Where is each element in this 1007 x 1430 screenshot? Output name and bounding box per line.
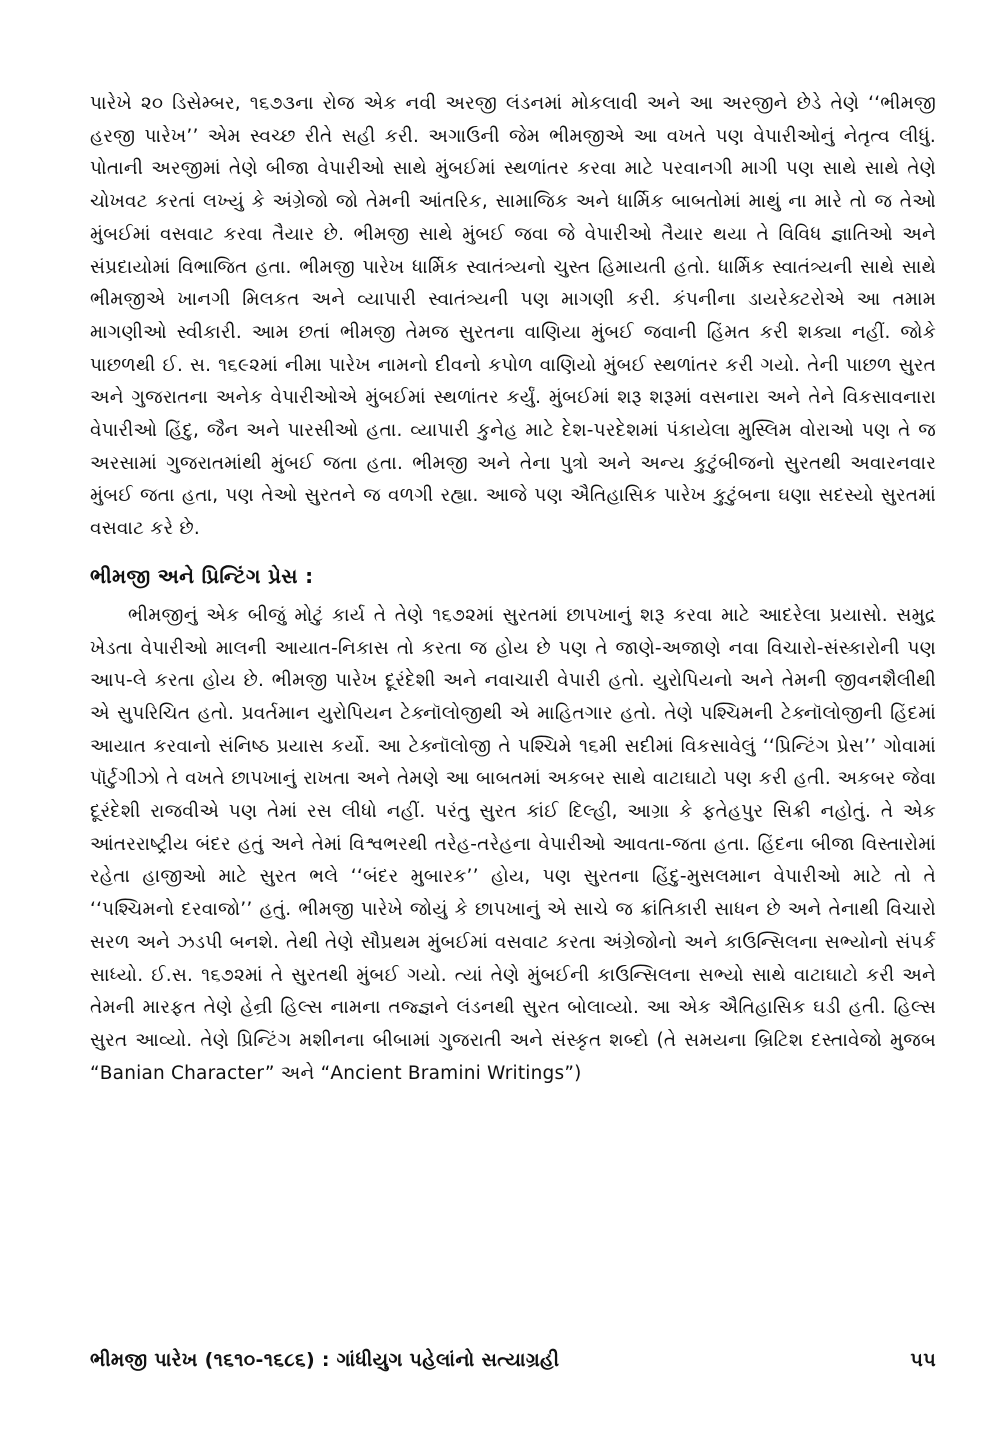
paragraph-1: પારેખે ૨૦ ડિસેમ્બર, ૧૬૭૩ના રોજ એક નવી અરજી લંડનમાં મોકલાવી અને આ અરજીને છેડે તેણે ‘‘ભીમજી હરજી પારેખ’’ એમ સ્વચ્છ રીતે સહી કરી. અગાઉની જેમ ભીમજીએ આ વખતે પણ વેપારીઓનું નેતૃત્વ લીધું. પોતાની અરજીમાં તેણે બીજા વેપારીઓ સાથે મુંબઈમાં સ્થળાંતર કરવા માટે પરવાનગી માગી પણ સાથે સાથે તેણે ચોખવટ કરતાં લખ્યું કે અંગ્રેજો જો તેમની આંતરિક, સામાજિક અને ધાર્મિક બાબતોમાં માથું ના મારે તો જ તેઓ મુંબઈમાં વસવાટ કરવા તૈયાર છે. ભીમજી સાથે મુંબઈ જવા જે વેપારીઓ તૈયાર થયા તે વિવિધ જ્ઞાતિઓ અને સંપ્રદાયોમાં વિભાજિત હતા. ભીમજી પારેખ ધાર્મિક સ્વાતંત્ર્યનો ચુસ્ત હિમાયતી હતો. ધાર્મિક સ્વાતંત્ર્યની સાથે સાથે ભીમજીએ ખાનગી મિલકત અને વ્યાપારી સ્વાતંત્ર્યની પણ માગણી કરી. કંપનીના ડાયરેક્ટરોએ આ તમામ માગણીઓ સ્વીકારી. આમ છતાં ભીમજી તેમજ સુરતના વાણિયા મુંબઈ જવાની હિંમત કરી શક્યા નહીં. જોકે પાછળથી ઈ. સ. ૧૬૯૨માં નીમા પારેખ નામનો દીવનો કપોળ વાણિયો મુંબઈ સ્થળાંતર કરી ગયો. તેની પાછળ સુરત અને ગુજરાતના અનેક વેપારીઓએ મુંબઈમાં સ્થળાંતર કર્યું. મુંબઈમાં શરૂ શરૂમાં વસનારા અને તેને વિકસાવનારા વેપારીઓ હિંદુ, જૈન અને પારસીઓ હતા. વ્યાપારી કુનેહ માટે દેશ-પરદેશમાં પંકાયેલા મુસ્લિમ વોરાઓ પણ તે જ અરસામાં ગુજરાતમાંથી મુંબઈ જતા હતા. ભીમજી અને તેના પુત્રો અને અન્ય કુટુંબીજનો સુરતથી અવારનવાર મુંબઈ જતા હતા, પણ તેઓ સુરતને જ વળગી રહ્યા. આજે પણ ઐતિહાસિક પારેખ કુટુંબના ઘણા સદસ્યો સુરતમાં વસવાટ કરે છે. [90,93,936,540]
footer-title: ભીમજી પારેખ (૧૬૧૦-૧૬૮૬) : ગાંધીયુગ પહેલાંનો સત્યાગ્રહી [90,1349,560,1371]
page-number: ૫૫ [910,1349,936,1371]
section-heading: ભીમજી અને પ્રિન્ટિંગ પ્રેસ : [90,563,314,588]
page-body [90,88,936,1378]
paragraph-2: ભીમજીનું એક બીજું મોટું કાર્ય તે તેણે ૧૬૭૨માં સુરતમાં છાપખાનું શરૂ કરવા માટે આદરેલા પ્રયાસો. સમુદ્ર ખેડતા વેપારીઓ માલની આયાત-નિકાસ તો કરતા જ હોય છે પણ તે જાણે-અજાણે નવા વિચારો-સંસ્કારોની પણ આપ-લે કરતા હોય છે. ભીમજી પારેખ દૂરંદેશી અને નવાચારી વેપારી હતો. યુરોપિયનો અને તેમની જીવનશૈલીથી એ સુપરિચિત હતો. પ્રવર્તમાન યુરોપિયન ટેક્નૉલોજીથી એ માહિતગાર હતો. તેણે પશ્ચિમની ટેક્નૉલોજીની હિંદમાં આયાત કરવાનો સંનિષ્ઠ પ્રયાસ કર્યો. આ ટેક્નૉલોજી તે પશ્ચિમે ૧૬મી સદીમાં વિકસાવેલું ‘‘પ્રિન્ટિંગ પ્રેસ’’ ગોવામાં પૉર્ટુગીઝો તે વખતે છાપખાનું રાખતા અને તેમણે આ બાબતમાં અકબર સાથે વાટાઘાટો પણ કરી હતી. અકબર જેવા દૂરંદેશી રાજવીએ પણ તેમાં રસ લીધો નહીં. પરંતુ સુરત કાંઈ દિલ્હી, આગ્રા કે ફતેહપુર સિક્રી નહોતું. તે એક આંતરરાષ્ટ્રીય બંદર હતું અને તેમાં વિશ્વભરથી તરેહ-તરેહના વેપારીઓ આવતા-જતા હતા. હિંદના બીજા વિસ્તારોમાં રહેતા હાજીઓ માટે સુરત ભલે ‘‘બંદર મુબારક’’ હોય, પણ સુરતના હિંદુ-મુસલમાન વેપારીઓ માટે તો તે ‘‘પશ્ચિમનો દરવાજો’’ હતું. ભીમજી પારેખે જોયું કે છાપખાનું એ સાચે જ ક્રાંતિકારી સાધન છે અને તેનાથી વિચારો સરળ અને ઝડપી બનશે. તેથી તેણે સૌપ્રથમ મુંબઈમાં વસવાટ કરતા અંગ્રેજોનો અને કાઉન્સિલના સભ્યોનો સંપર્ક સાધ્યો. ઈ.સ. ૧૬૭૨માં તે સુરતથી મુંબઈ ગયો. ત્યાં તેણે મુંબઈની કાઉન્સિલના સભ્યો સાથે વાટાઘાટો કરી અને તેમની મારફત તેણે હેન્રી હિલ્સ નામના તજ્જ્ઞને લંડનથી સુરત બોલાવ્યો. આ એક ઐતિહાસિક ઘડી હતી. હિલ્સ સુરત આવ્યો. તેણે પ્રિન્ટિંગ મશીનના બીબામાં ગુજરાતી અને સંસ્કૃત શબ્દો (તે સમયના બ્રિટિશ દસ્તાવેજો મુજબ “Banian Character” અને “Ancient Bramini Writings”) [90,604,936,1084]
page-footer [90,1343,936,1377]
